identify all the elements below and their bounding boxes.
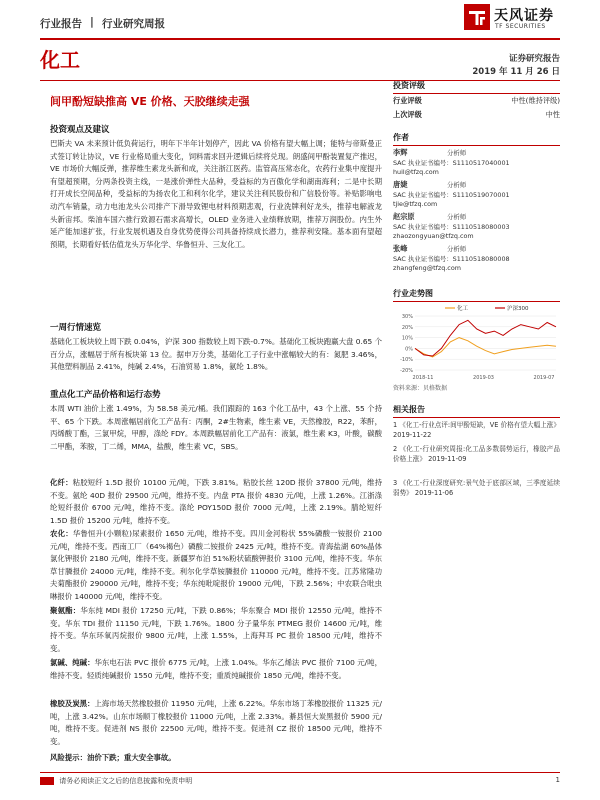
author-email[interactable]: huil@tfzq.com bbox=[393, 168, 439, 176]
chlor-text: 华东电石法 PVC 报价 6775 元/吨，上涨 1.04%。华东乙烯法 PVC 报价 7100 元/吨，维持不变。轻质纯碱报价 1550 元/吨，维持不变；重质纯碱报价 1850 元/吨，维持不变。 bbox=[50, 658, 382, 680]
products-rubber bbox=[50, 698, 382, 748]
author-cert: SAC 执业证书编号：S1110518080003 bbox=[393, 222, 510, 231]
author-role: 分析师 bbox=[447, 245, 467, 253]
author-email[interactable]: zhaozongyuan@tfzq.com bbox=[393, 232, 474, 240]
risk-label: 风险提示： bbox=[50, 753, 87, 762]
legend-label: 化工 bbox=[457, 306, 469, 312]
author-email[interactable]: tjie@tfzq.com bbox=[393, 200, 438, 208]
author-name: 李辉 bbox=[393, 148, 408, 157]
header-separator: | bbox=[90, 16, 94, 28]
footer-text: 请务必阅读正文之后的信息披露和免责申明 bbox=[59, 777, 193, 785]
author-role: 分析师 bbox=[447, 213, 467, 221]
rubber-label: 橡胶及炭黑： bbox=[50, 699, 95, 708]
trend-heading: 行业走势图 bbox=[393, 288, 560, 302]
page-number: 1 bbox=[555, 776, 560, 784]
author-cert: SAC 执业证书编号：S1110517040001 bbox=[393, 158, 510, 167]
fiber-label: 化纤： bbox=[50, 478, 73, 487]
risk-text: 油价下跌；重大安全事故。 bbox=[86, 753, 176, 762]
section-heading-invest: 投资观点及建议 bbox=[50, 125, 110, 135]
report-title: 化工 bbox=[40, 48, 80, 72]
page-footer bbox=[40, 776, 560, 786]
rating-key: 行业评级 bbox=[393, 96, 422, 105]
trend-chart-svg bbox=[393, 302, 560, 382]
author-role: 分析师 bbox=[447, 181, 467, 189]
doc-type: 证券研究报告 bbox=[508, 54, 560, 64]
author-role: 分析师 bbox=[447, 149, 467, 157]
header-subcategory: 行业研究周报 bbox=[102, 18, 165, 30]
trend-chart bbox=[393, 302, 560, 382]
x-tick-label: 2019-07 bbox=[533, 375, 555, 381]
section-heading-products: 重点化工产品价格和运行态势 bbox=[50, 390, 161, 400]
header-rule bbox=[40, 38, 560, 40]
rubber-text: 上海市场天然橡胶报价 11950 元/吨，上涨 6.22%。华东市场丁苯橡胶报价 11325 元/吨，上涨 3.42%。山东市场顺丁橡胶报价 11000 元/吨，上涨 2.33%。綦县恒大炭黑报价 5900 元/吨，维持不变。促进剂 NS 报价 22500 元/吨，维持不变。促进剂 CZ 报价 18500 元/吨，维持不变。 bbox=[50, 699, 382, 746]
y-tick-label: -20% bbox=[400, 368, 413, 374]
author-cert: SAC 执业证书编号：S1110519070001 bbox=[393, 190, 510, 199]
related-item[interactable]: 2 《化工-行业研究周报:化工品多数弱势运行，橡胶产品价格上涨》 2019-11-09 bbox=[393, 445, 560, 463]
author-entry bbox=[393, 244, 560, 274]
y-tick-label: 30% bbox=[401, 314, 413, 320]
author-entry bbox=[393, 212, 560, 242]
tf-logo bbox=[464, 4, 560, 34]
x-tick-label: 2018-11 bbox=[412, 375, 434, 381]
footer-rule bbox=[40, 772, 560, 773]
section-heading-weekly: 一周行情速览 bbox=[50, 323, 102, 333]
products-fiber bbox=[50, 477, 382, 527]
logo-cn-text: 天风证券 bbox=[494, 8, 554, 24]
products-agro bbox=[50, 528, 382, 604]
authors-heading: 作者 bbox=[393, 132, 560, 146]
products-pu bbox=[50, 605, 382, 655]
products-p1: 本周 WTI 油价上涨 1.49%，为 58.58 美元/桶。我们跟踪的 163 个化工品中，43 个上涨、55 个持平、65 个下跌。本周涨幅居前化工产品有：丙酮，2#生物素，维生素 VE，天然橡胶，R22，苯酐，丙烯酸丁酯，三氯甲烷，甲醇，涤纶 FDY。本周跌幅居前化工产品有：液氯，维生素 K3，叶酸，碳酸二甲酯，苯胺，丁二烯，MMA，盐酸，维生素 VC，SBS。 bbox=[50, 404, 382, 451]
rating-key: 上次评级 bbox=[393, 110, 422, 119]
author-name: 赵宗原 bbox=[393, 212, 415, 221]
x-tick-label: 2019-03 bbox=[473, 375, 494, 381]
report-subtitle: 间甲酚短缺推高 VE 价格、天胶继续走强 bbox=[50, 95, 250, 108]
chart-source: 资料来源：贝格数据 bbox=[393, 385, 448, 392]
author-cert: SAC 执业证书编号：S1110518080008 bbox=[393, 254, 510, 263]
author-name: 唐婕 bbox=[393, 180, 408, 189]
risk-note bbox=[50, 752, 382, 765]
disclaimer-icon bbox=[40, 777, 54, 785]
fiber-text: 粘胶短纤 1.5D 报价 10100 元/吨，下跌 3.81%。粘胶长丝 120D 报价 37800 元/吨，维持不变。氨纶 40D 报价 29500 元/吨，维持不变。内盘 PTA 报价 4830 元/吨，上涨 1.26%。江浙涤纶短纤报价 6700 元/吨，维持不变。涤纶 POY150D 报价 7000 元/吨，上涨 2.19%。腈纶短纤 1.5D 报价 15200 元/吨，维持不变。 bbox=[50, 478, 382, 525]
weekly-text: 基础化工板块较上周下跌 0.04%，沪深 300 指数较上周下跌-0.7%。基础化工板块跑赢大盘 0.65 个百分点，涨幅居于所有板块第 13 位。据申万分类，基础化工子行业中涨幅较大的有：氮肥 3.46%，其他塑料制品 2.41%，纯碱 2.4%，石油贸易 1.8%，氨纶 1.8%。 bbox=[50, 337, 382, 372]
products-chlor bbox=[50, 657, 382, 682]
pu-text: 华东纯 MDI 报价 17250 元/吨，下跌 0.86%；华东聚合 MDI 报价 12550 元/吨，维持不变。华东 TDI 报价 11150 元/吨，下跌 1.76%。1800 分子量华东 PTMEG 报价 14600 元/吨，维持不变。华东环氧丙烷报价 9800 元/吨，上涨 1.55%，上海拜耳 PC 报价 18500 元/吨，维持不变。 bbox=[50, 606, 382, 653]
tf-logo-icon bbox=[464, 4, 490, 30]
related-heading: 相关报告 bbox=[393, 404, 560, 418]
author-name: 张峰 bbox=[393, 244, 408, 253]
agro-label: 农化： bbox=[50, 529, 73, 538]
y-tick-label: 10% bbox=[401, 335, 413, 342]
related-item[interactable]: 3 《化工-行业深度研究:景气处于底部区域，三季度延续弱势》 2019-11-06 bbox=[393, 479, 560, 497]
agro-text: 华鲁恒升(小颗粒)尿素报价 1650 元/吨，维持不变。四川金河粉状 55%磷酸一铵报价 2100 元/吨，维持不变。西南工厂（64%褐色）磷酸二铵报价 2425 元/吨，维持不变。青海盐湖 60%晶体氯化钾报价 2180 元/吨，维持不变。新疆罗布泊 51%粉状硫酸钾报价 3100 元/吨，维持不变。华东草甘膦报价 24000 元/吨，维持不变。利尔化学草铵膦报价 110000 元/吨，维持不变。江苏常隆功夫菊酯报价 290000 元/吨，维持不变；华东纯吡啶报价 19000 元/吨，下跌 2.56%；中农联合吡虫啉报价 140000 元/吨，维持不变。 bbox=[50, 529, 382, 601]
y-tick-label: 0% bbox=[405, 346, 413, 353]
rating-heading: 投资评级 bbox=[393, 80, 560, 94]
y-tick-label: 20% bbox=[401, 324, 413, 331]
logo-en-text: TF SECURITIES bbox=[495, 23, 546, 30]
chlor-label: 氯碱、纯碱： bbox=[50, 658, 95, 667]
invest-view-text: 巴斯夫 VA 未来预计低负荷运行，明年下半年计划停产，因此 VA 价格有望大幅上调；能特与帝斯曼正式签订转让协议，VE 行业格局重大变化，饲料需求回升逻辑后续将兑现。朗盛间甲酚装置复产推迟，VE 市场价大幅反弹，推荐维生素龙头新和成，关注浙江医药。监管高压常态化，农药行业集中度提升有望超预期，分两条投资主线，一是涨价弹性大品种，受益标的为百傲化学和湖南海利；二是中长期打开成长空间品种，受益标的为扬农化工和利尔化学，建议关注利民股份和广信股份等。补贴影响电动汽车销量，动力电池龙头公司排产下滑导致锂电材料预期悲观，行业洗牌利好龙头，推荐电解液龙头新宙邦。柴油车国六推行致源石需求高增长，OLED 业务进入业绩释放期，推荐万润股份。内生外延产能加速扩张，行业发展机遇及自身优势使得公司具备持续成长潜力，推荐利安隆。基本面有望超预期，长期看好低估值龙头万华化学、华鲁恒升、三友化工。 bbox=[50, 139, 382, 249]
rating-value: 中性 bbox=[545, 110, 560, 119]
author-email[interactable]: zhangfeng@tfzq.com bbox=[393, 264, 461, 272]
author-entry bbox=[393, 180, 560, 210]
series-line-0 bbox=[415, 338, 556, 357]
pu-label: 聚氨酯： bbox=[50, 606, 81, 615]
rating-value: 中性(维持评级) bbox=[511, 96, 560, 105]
author-entry bbox=[393, 148, 560, 178]
related-item[interactable]: 1 《化工-行业点评:间甲酚短缺，VE 价格有望大幅上涨》 2019-11-22 bbox=[393, 421, 560, 439]
header-category: 行业报告 bbox=[40, 18, 82, 30]
legend-label: 沪深300 bbox=[507, 306, 529, 312]
y-tick-label: -10% bbox=[400, 357, 413, 364]
report-date: 2019 年 11 月 26 日 bbox=[472, 67, 560, 77]
